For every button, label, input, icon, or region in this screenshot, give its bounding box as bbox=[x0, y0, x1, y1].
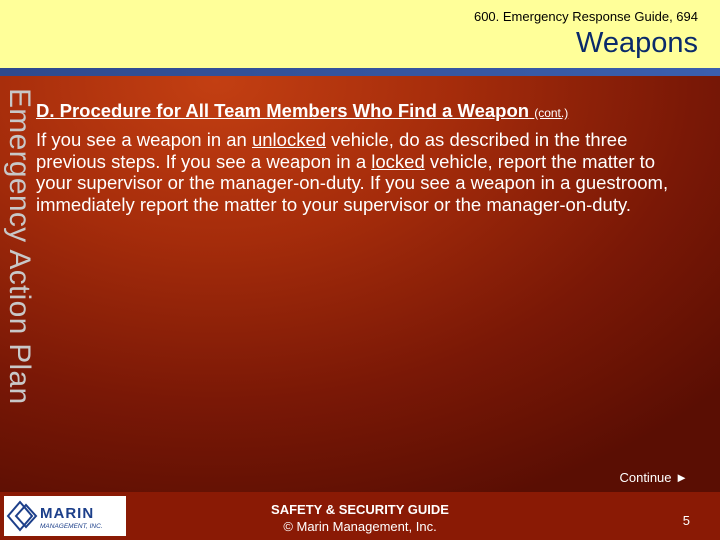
continued-tag: (cont.) bbox=[534, 106, 569, 120]
section-heading-text: D. Procedure for All Team Members Who Find a Weapon bbox=[36, 100, 530, 121]
logo-subtitle: MANAGEMENT, INC. bbox=[40, 523, 103, 530]
logo-wordmark: MARIN bbox=[40, 505, 95, 522]
header-rule bbox=[0, 68, 720, 76]
emphasis-unlocked: unlocked bbox=[251, 129, 327, 150]
body-paragraph bbox=[36, 129, 691, 215]
side-title-text: Emergency Action Plan bbox=[3, 88, 36, 405]
header-bar bbox=[0, 0, 720, 68]
page-number: 5 bbox=[682, 513, 690, 528]
paragraph-part-3: vehicle, report the matter to your supervisor or the manager-on-duty. If you see a weapon in a guestroom, immediately report the matter to your supervisor or the manager-on-duty. bbox=[36, 150, 669, 215]
page-title: Weapons bbox=[576, 27, 698, 59]
content-area bbox=[36, 100, 696, 215]
footer-copyright: © Marin Management, Inc. bbox=[283, 519, 437, 534]
guide-reference: 600. Emergency Response Guide, 694 bbox=[473, 9, 698, 24]
paragraph-part-2: vehicle, do as described in the three previous steps. If you see a weapon in a bbox=[36, 129, 628, 172]
paragraph-part-1: If you see a weapon in an bbox=[36, 129, 252, 150]
continue-link[interactable]: Continue ► bbox=[619, 470, 688, 485]
footer-guide-title: SAFETY & SECURITY GUIDE bbox=[271, 502, 449, 517]
emphasis-locked: locked bbox=[371, 150, 425, 172]
side-title bbox=[0, 88, 34, 488]
section-heading bbox=[36, 100, 696, 122]
